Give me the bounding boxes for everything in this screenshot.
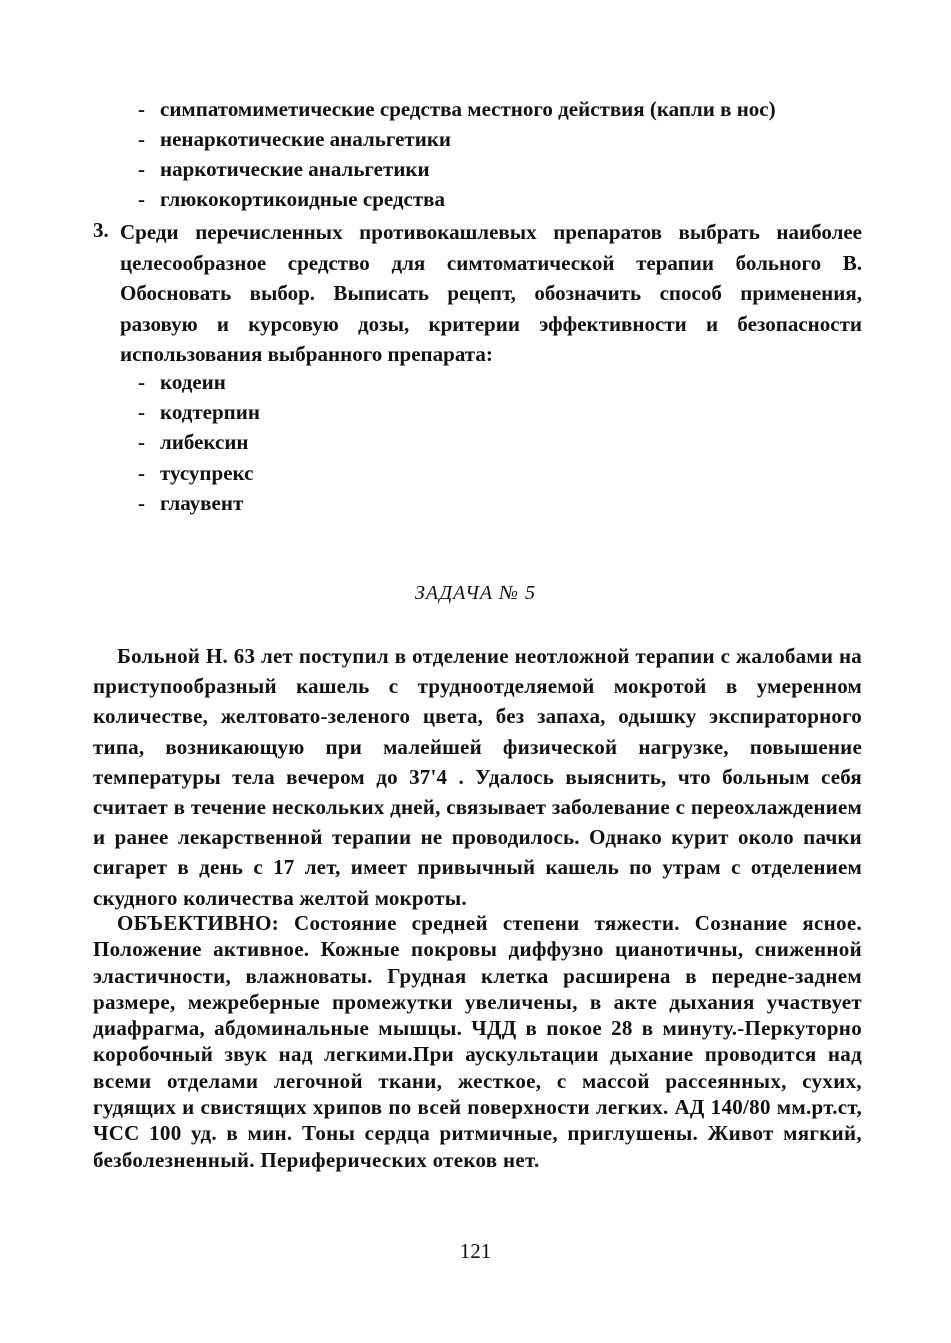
list-item: - глюкокортикоидные средства [138,187,446,211]
option-text: тусупрекс [160,461,254,485]
list-item-text: наркотические анальгетики [160,157,430,181]
task-paragraph-objective: ОБЪЕКТИВНО: Состояние средней степени тяжести. Сознание ясное. Положение активное. Кожные покровы диффузно цианотичны, сниженной эластичности, влажноваты. Грудная клетка расширена в передне-заднем размере, межреберные промежутки увеличены, в акте дыхания участвует диафрагма, абдоминальные мышцы. ЧДД в покое 28 в минуту.-Перкуторно коробочный звук над легкими.При аускультации дыхание проводится над всеми отделами легочной ткани, жесткое, с массой рассеянных, сухих, гудящих и свистящих хрипов по всей поверхности легких. АД 140/80 мм.рт.ст, ЧСС 100 уд. в мин. Тоны сердца ритмичные, приглушены. Живот мягкий, безболезненный. Периферических отеков нет. [93,911,862,1172]
task-paragraph-complaints: Больной Н. 63 лет поступил в отделение неотложной терапии с жалобами на приступообразный кашель с трудноотделяемой мокротой в умеренном количестве, желтовато-зеленого цвета, без запаха, одышку экспираторного типа, возникающую при малейшей физической нагрузке, повышение температуры тела вечером до 37'4 . Удалось выяснить, что больным себя считает в течение нескольких дней, связывает заболевание с переохлаждением и ранее лекарственной терапии не проводилось. Однако курит около пачки сигарет в день с 17 лет, имеет привычный кашель по утрам с отделением скудного количества желтой мокроты. [93,644,862,910]
task-title: ЗАДАЧА № 5 [415,582,536,604]
option-text: кодеин [160,370,226,394]
option-item: - тусупрекс [138,461,254,485]
option-item: - кодтерпин [138,400,260,424]
list-item: - симпатомиметические средства местного действия (капли в нос) [138,97,776,121]
page-number: 121 [459,1239,492,1263]
list-item-text: симпатомиметические средства местного действия (капли в нос) [160,97,776,121]
option-item: - либексин [138,430,249,454]
list-item: - наркотические анальгетики [138,157,430,181]
list-item: - ненаркотические анальгетики [138,127,452,151]
list-item-text: глюкокортикоидные средства [160,187,446,211]
option-text: либексин [160,430,249,454]
question-number: 3. [93,218,109,242]
option-text: кодтерпин [160,400,260,424]
list-item-text: ненаркотические анальгетики [160,127,452,151]
option-text: глаувент [160,491,244,515]
question-text: Среди перечисленных противокашлевых препаратов выбрать наиболее целесообразное средство для симтоматической терапии больного В. Обосновать выбор. Выписать рецепт, обозначить способ применения, разовую и курсовую дозы, критерии эффективности и безопасности использования выбранного препарата: [120,220,862,367]
option-item: - глаувент [138,491,244,515]
option-item: - кодеин [138,370,226,394]
